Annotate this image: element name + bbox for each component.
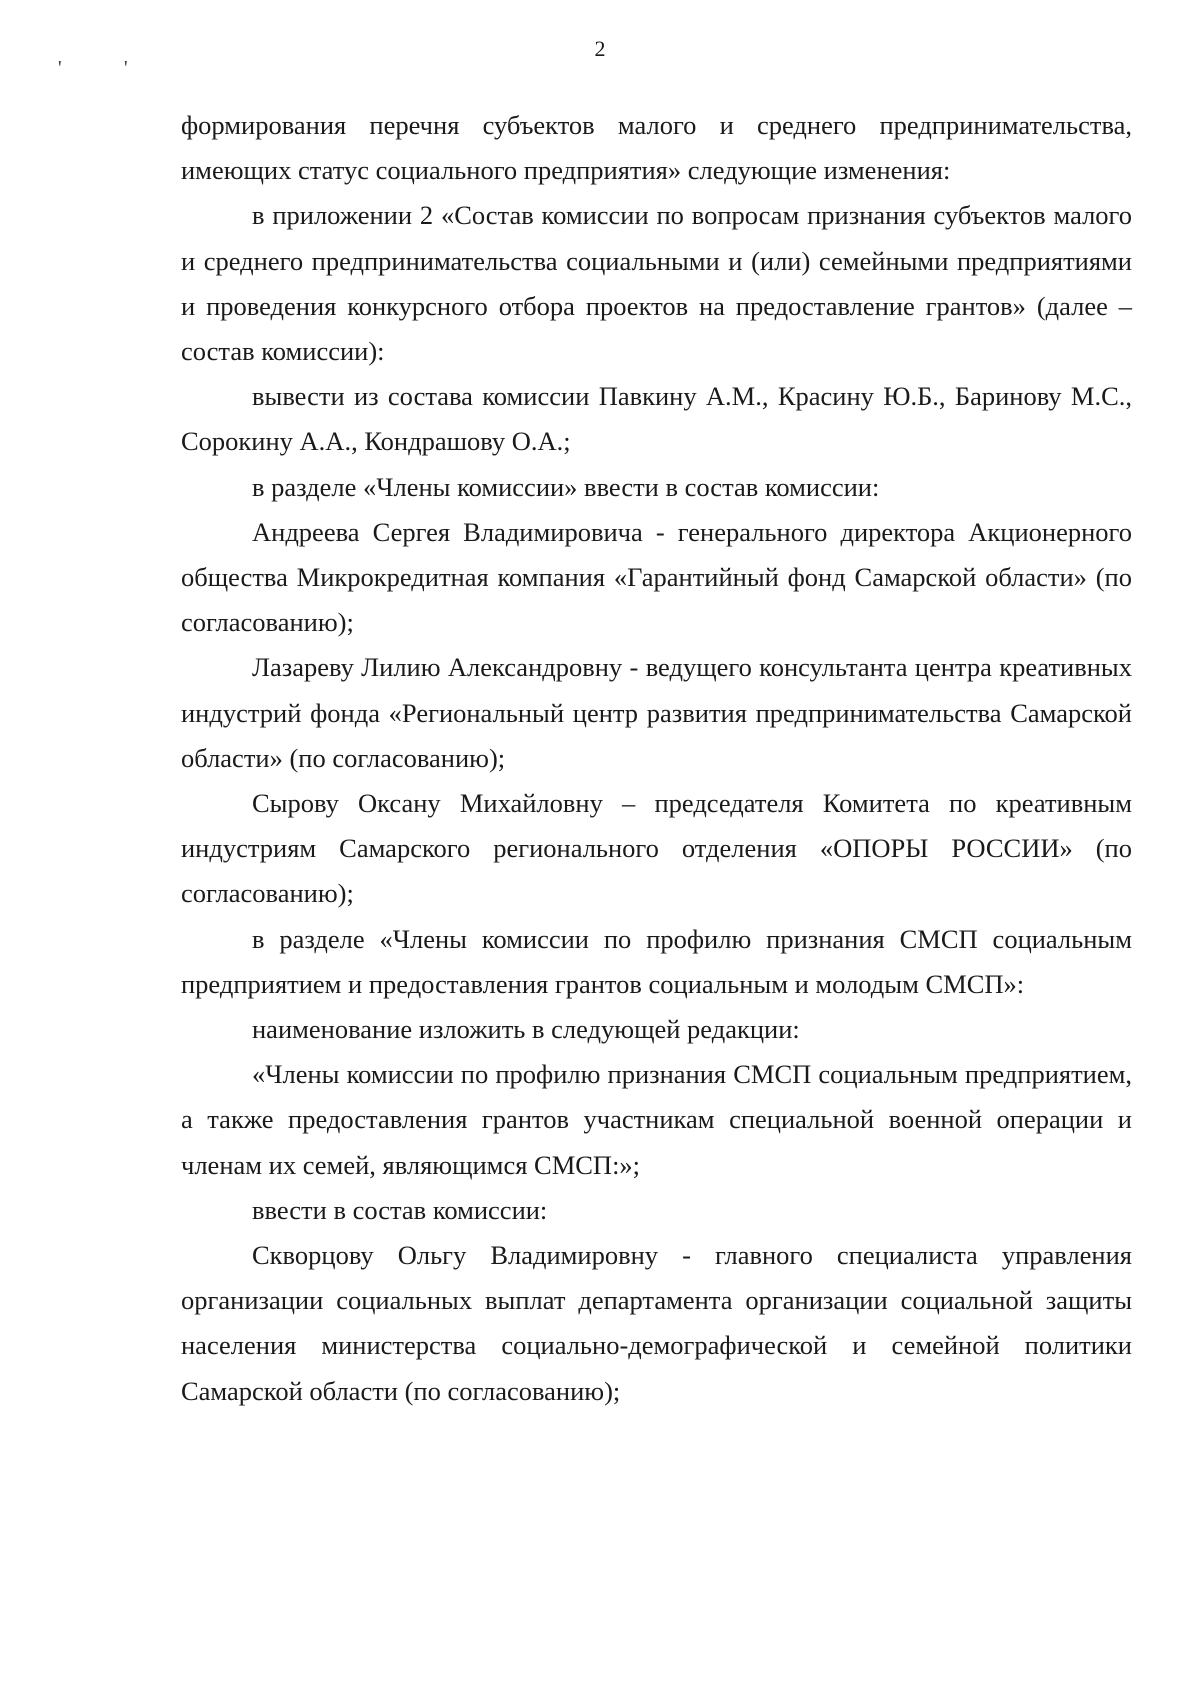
paragraph-add-members: ввести в состав комиссии:: [252, 1194, 548, 1225]
paragraph-new-name: «Члены комиссии по профилю признания СМСП социальным предприятием, а также предоставления грантов участникам специальной военной операции и членам их семей, являющимся СМСП:»;: [181, 1059, 1132, 1180]
paragraph-remove-members: вывести из состава комиссии Павкину А.М., Красину Ю.Б., Баринову М.С., Сорокину А.А., Кондрашову О.А.;: [181, 381, 1132, 457]
scan-artifact-mark: ': [124, 57, 128, 79]
paragraph-member-skvortsova: Скворцову Ольгу Владимировну - главного специалиста управления организации социальных выплат департамента организации социальной защиты населения министерства социально-демографической и семейной политики Самарской области (по согласованию);: [181, 1240, 1132, 1406]
paragraph-member-lazareva: Лазареву Лилию Александровну - ведущего консультанта центра креативных индустрий фонда «Региональный центр развития предпринимательства Самарской области» (по согласованию);: [181, 652, 1132, 773]
scan-artifact-mark: ': [58, 57, 62, 79]
paragraph-rename-instruction: наименование изложить в следующей редакции:: [252, 1014, 800, 1045]
paragraph-member-syrova: Сырову Оксану Михайловну – председателя Комитета по креативным индустриям Самарского регионального отделения «ОПОРЫ РОССИИ» (по согласованию);: [181, 788, 1132, 909]
paragraph-intro-continuation: формирования перечня субъектов малого и среднего предпринимательства, имеющих статус социального предприятия» следующие изменения:: [181, 110, 1132, 186]
paragraph-section-members: в разделе «Члены комиссии» ввести в состав комиссии:: [252, 471, 880, 502]
paragraph-member-andreev: Андреева Сергея Владимировича - генерального директора Акционерного общества Микрокредитная компания «Гарантийный фонд Самарской области» (по согласованию);: [181, 516, 1132, 638]
paragraph-appendix-reference: в приложении 2 «Состав комиссии по вопросам признания субъектов малого и среднего предпринимательства социальными и (или) семейными предприятиями и проведения конкурсного отбора проектов на предоставление грантов» (далее – состав комиссии):: [181, 200, 1132, 367]
document-body: [181, 103, 1132, 1414]
paragraph-section-profile: в разделе «Члены комиссии по профилю признания СМСП социальным предприятием и предоставления грантов социальным и молодым СМСП»:: [181, 923, 1132, 999]
page-number: 2: [594, 36, 606, 61]
